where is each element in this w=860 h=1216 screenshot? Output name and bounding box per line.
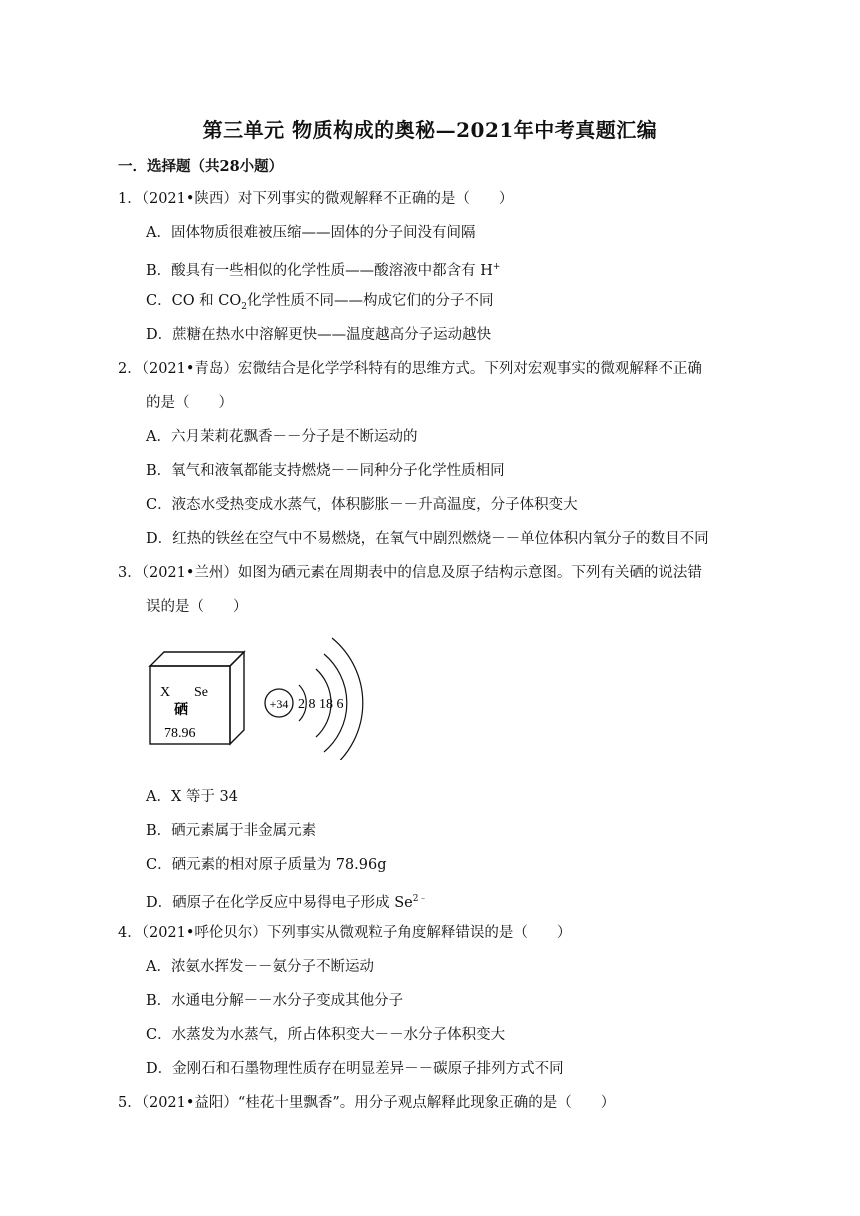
question-2-option-c: C．液态水受热变成水蒸气，体积膨胀－－升高温度，分子体积变大 — [146, 497, 578, 513]
question-4-option-b: B．水通电分解－－水分子变成其他分子 — [146, 993, 404, 1009]
atomic-structure-diagram — [265, 638, 363, 760]
question-5-stem: 5．（2021•益阳）“桂花十里飘香”。用分子观点解释此现象正确的是（ ） — [118, 1095, 616, 1111]
question-2-stem: 2．（2021•青岛）宏微结合是化学学科特有的思维方式。下列对宏观事实的微观解释不正确 — [118, 361, 702, 377]
electron-distribution: 2 8 18 6 — [298, 697, 344, 712]
option-text: B．酸具有一些相似的化学性质——酸溶液中都含有 H — [146, 262, 493, 279]
question-1-option-a: A．固体物质很难被压缩——固体的分子间没有间隔 — [146, 225, 476, 241]
question-3-option-c: C．硒元素的相对原子质量为 78.96g — [146, 857, 387, 873]
superscript: 2﹣ — [412, 894, 428, 904]
question-2-option-a: A．六月茉莉花飘香－－分子是不断运动的 — [146, 429, 418, 445]
selenium-figure — [148, 630, 378, 760]
section-heading: 一．选择题（共28小题） — [118, 158, 284, 175]
question-1-option-d: D．蔗糖在热水中溶解更快——温度越高分子运动越快 — [146, 327, 492, 343]
question-4-stem: 4．（2021•呼伦贝尔）下列事实从微观粒子角度解释错误的是（ ） — [118, 925, 572, 941]
question-3-stem: 3．（2021•兰州）如图为硒元素在周期表中的信息及原子结构示意图。下列有关硒的说法错 — [118, 565, 702, 581]
element-symbol: Se — [194, 685, 208, 700]
question-2-option-b: B．氧气和液氧都能支持燃烧－－同种分子化学性质相同 — [146, 463, 505, 479]
question-3-stem-continued: 误的是（ ） — [146, 599, 248, 615]
question-1-option-b — [146, 257, 500, 281]
subscript: 2 — [241, 301, 248, 312]
question-2-stem-continued: 的是（ ） — [146, 395, 233, 411]
atomic-mass: 78.96 — [164, 726, 196, 741]
superscript: + — [492, 262, 501, 272]
question-3-option-b: B．硒元素属于非金属元素 — [146, 823, 317, 839]
question-4-option-d: D．金刚石和石墨物理性质存在明显差异－－碳原子排列方式不同 — [146, 1061, 564, 1077]
nuclear-charge: +34 — [269, 697, 289, 711]
question-3-option-a: A．X 等于 34 — [146, 789, 238, 805]
element-name: 硒 — [174, 702, 188, 718]
question-1-stem: 1．（2021•陕西）对下列事实的微观解释不正确的是（ ） — [118, 191, 514, 207]
question-2-option-d: D．红热的铁丝在空气中不易燃烧，在氧气中剧烈燃烧－－单位体积内氧分子的数目不同 — [146, 531, 709, 547]
question-4-option-c: C．水蒸发为水蒸气，所占体积变大－－水分子体积变大 — [146, 1027, 506, 1043]
question-3-option-d — [146, 889, 427, 913]
question-1-option-c — [146, 291, 494, 317]
option-text: 化学性质不同——构成它们的分子不同 — [247, 293, 494, 309]
periodic-table-cell — [150, 652, 244, 744]
option-text: C．CO 和 CO — [146, 293, 242, 309]
atomic-number: X — [160, 685, 171, 700]
option-text: D．硒原子在化学反应中易得电子形成 Se — [146, 894, 413, 911]
page-title: 第三单元 物质构成的奥秘—2021年中考真题汇编 — [202, 118, 658, 142]
question-4-option-a: A．浓氨水挥发－－氨分子不断运动 — [146, 959, 374, 975]
